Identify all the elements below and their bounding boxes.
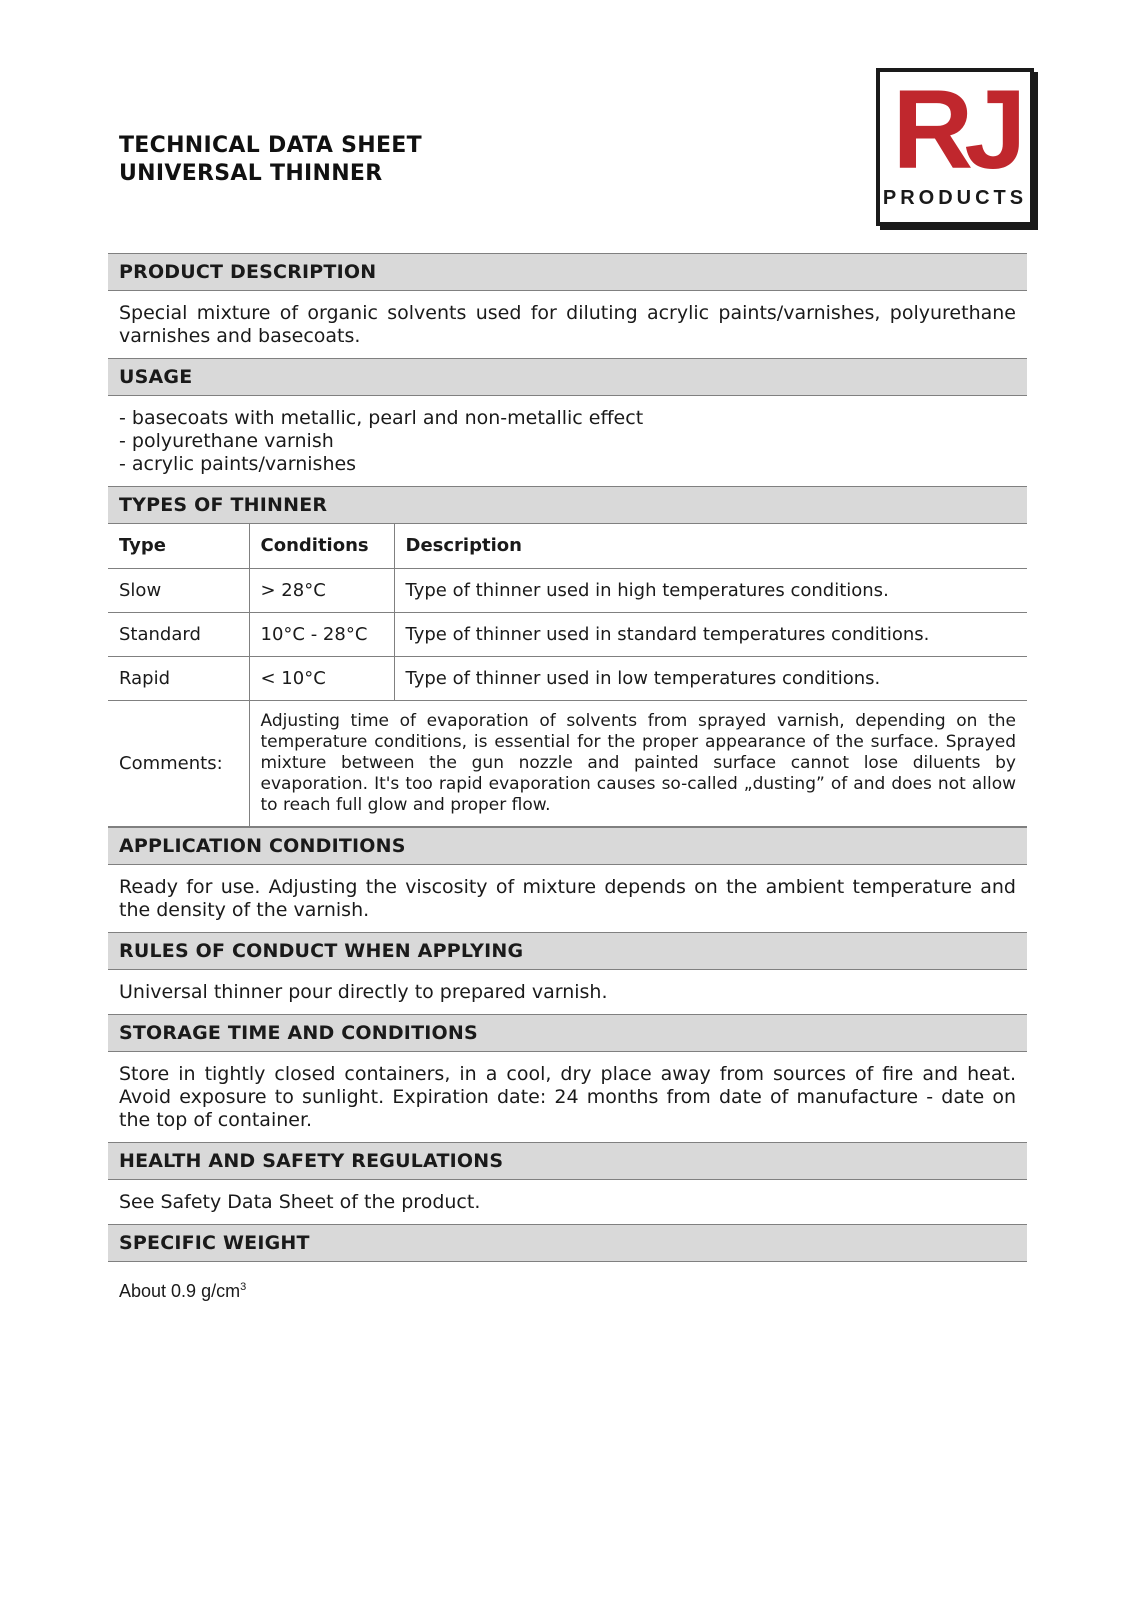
cell-type: Rapid: [108, 656, 249, 700]
section-heading-storage: STORAGE TIME AND CONDITIONS: [108, 1014, 1027, 1052]
logo-letters: RJ: [892, 67, 1018, 192]
cell-description: Type of thinner used in high temperatures conditions.: [394, 568, 1027, 612]
cell-description: Type of thinner used in standard temperatures conditions.: [394, 612, 1027, 656]
column-header-conditions: Conditions: [249, 524, 394, 568]
usage-list: [108, 396, 1027, 486]
usage-item: - basecoats with metallic, pearl and non-metallic effect: [119, 407, 644, 429]
health-safety-text: See Safety Data Sheet of the product.: [119, 1190, 481, 1213]
cell-type: Slow: [108, 568, 249, 612]
product-description-text: Special mixture of organic solvents used for diluting acrylic paints/varnishes, polyurethane varnishes and basecoats.: [119, 302, 1016, 347]
document-title: [119, 132, 422, 188]
cell-conditions: < 10°C: [249, 656, 394, 700]
table-header-row: [108, 524, 1027, 568]
cell-type: Standard: [108, 612, 249, 656]
comments-text: Adjusting time of evaporation of solvents from sprayed varnish, depending on the temperature conditions, is essential for the proper appearance of the surface. Sprayed mixture between the gun nozzle and painted surface cannot lose diluents by evaporation. It's too rapid evaporation causes so-called „dusting” of and does not allow to reach full glow and proper flow.: [249, 700, 1027, 826]
column-header-type: Type: [108, 524, 249, 568]
section-heading-application-conditions: APPLICATION CONDITIONS: [108, 827, 1027, 865]
table-row: [108, 656, 1027, 700]
cell-conditions: > 28°C: [249, 568, 394, 612]
section-heading-product-description: PRODUCT DESCRIPTION: [108, 253, 1027, 291]
rj-products-logo: [876, 68, 1034, 226]
rules-of-conduct-text: Universal thinner pour directly to prepared varnish.: [119, 980, 608, 1003]
section-heading-types-of-thinner: TYPES OF THINNER: [108, 486, 1027, 524]
thinner-types-table: [108, 524, 1027, 827]
application-conditions-text: Ready for use. Adjusting the viscosity of mixture depends on the ambient temperature and the density of the varnish.: [119, 875, 1016, 921]
section-heading-usage: USAGE: [108, 358, 1027, 396]
storage-text: Store in tightly closed containers, in a cool, dry place away from sources of fire and heat. Avoid exposure to sunlight. Expiration date: 24 months from date of manufacture - date on the top of container.: [119, 1062, 1016, 1131]
comments-row: [108, 700, 1027, 826]
table-row: [108, 568, 1027, 612]
comments-label: Comments:: [108, 700, 249, 826]
column-header-description: Description: [394, 524, 1027, 568]
specific-weight-superscript: 3: [240, 1280, 247, 1293]
usage-item: - acrylic paints/varnishes: [119, 453, 357, 475]
specific-weight-text: About 0.9 g/cm: [119, 1280, 241, 1301]
section-heading-specific-weight: SPECIFIC WEIGHT: [108, 1224, 1027, 1262]
table-row: [108, 612, 1027, 656]
specific-weight-value: [108, 1262, 1027, 1313]
section-heading-rules-of-conduct: RULES OF CONDUCT WHEN APPLYING: [108, 932, 1027, 970]
usage-item: - polyurethane varnish: [119, 430, 334, 452]
title-line-1: TECHNICAL DATA SHEET: [119, 133, 422, 158]
document-content: [108, 253, 1027, 1313]
section-heading-health-safety: HEALTH AND SAFETY REGULATIONS: [108, 1142, 1027, 1180]
logo-subtitle: PRODUCTS: [882, 187, 1028, 209]
cell-description: Type of thinner used in low temperatures conditions.: [394, 656, 1027, 700]
title-line-2: UNIVERSAL THINNER: [119, 161, 383, 186]
cell-conditions: 10°C - 28°C: [249, 612, 394, 656]
